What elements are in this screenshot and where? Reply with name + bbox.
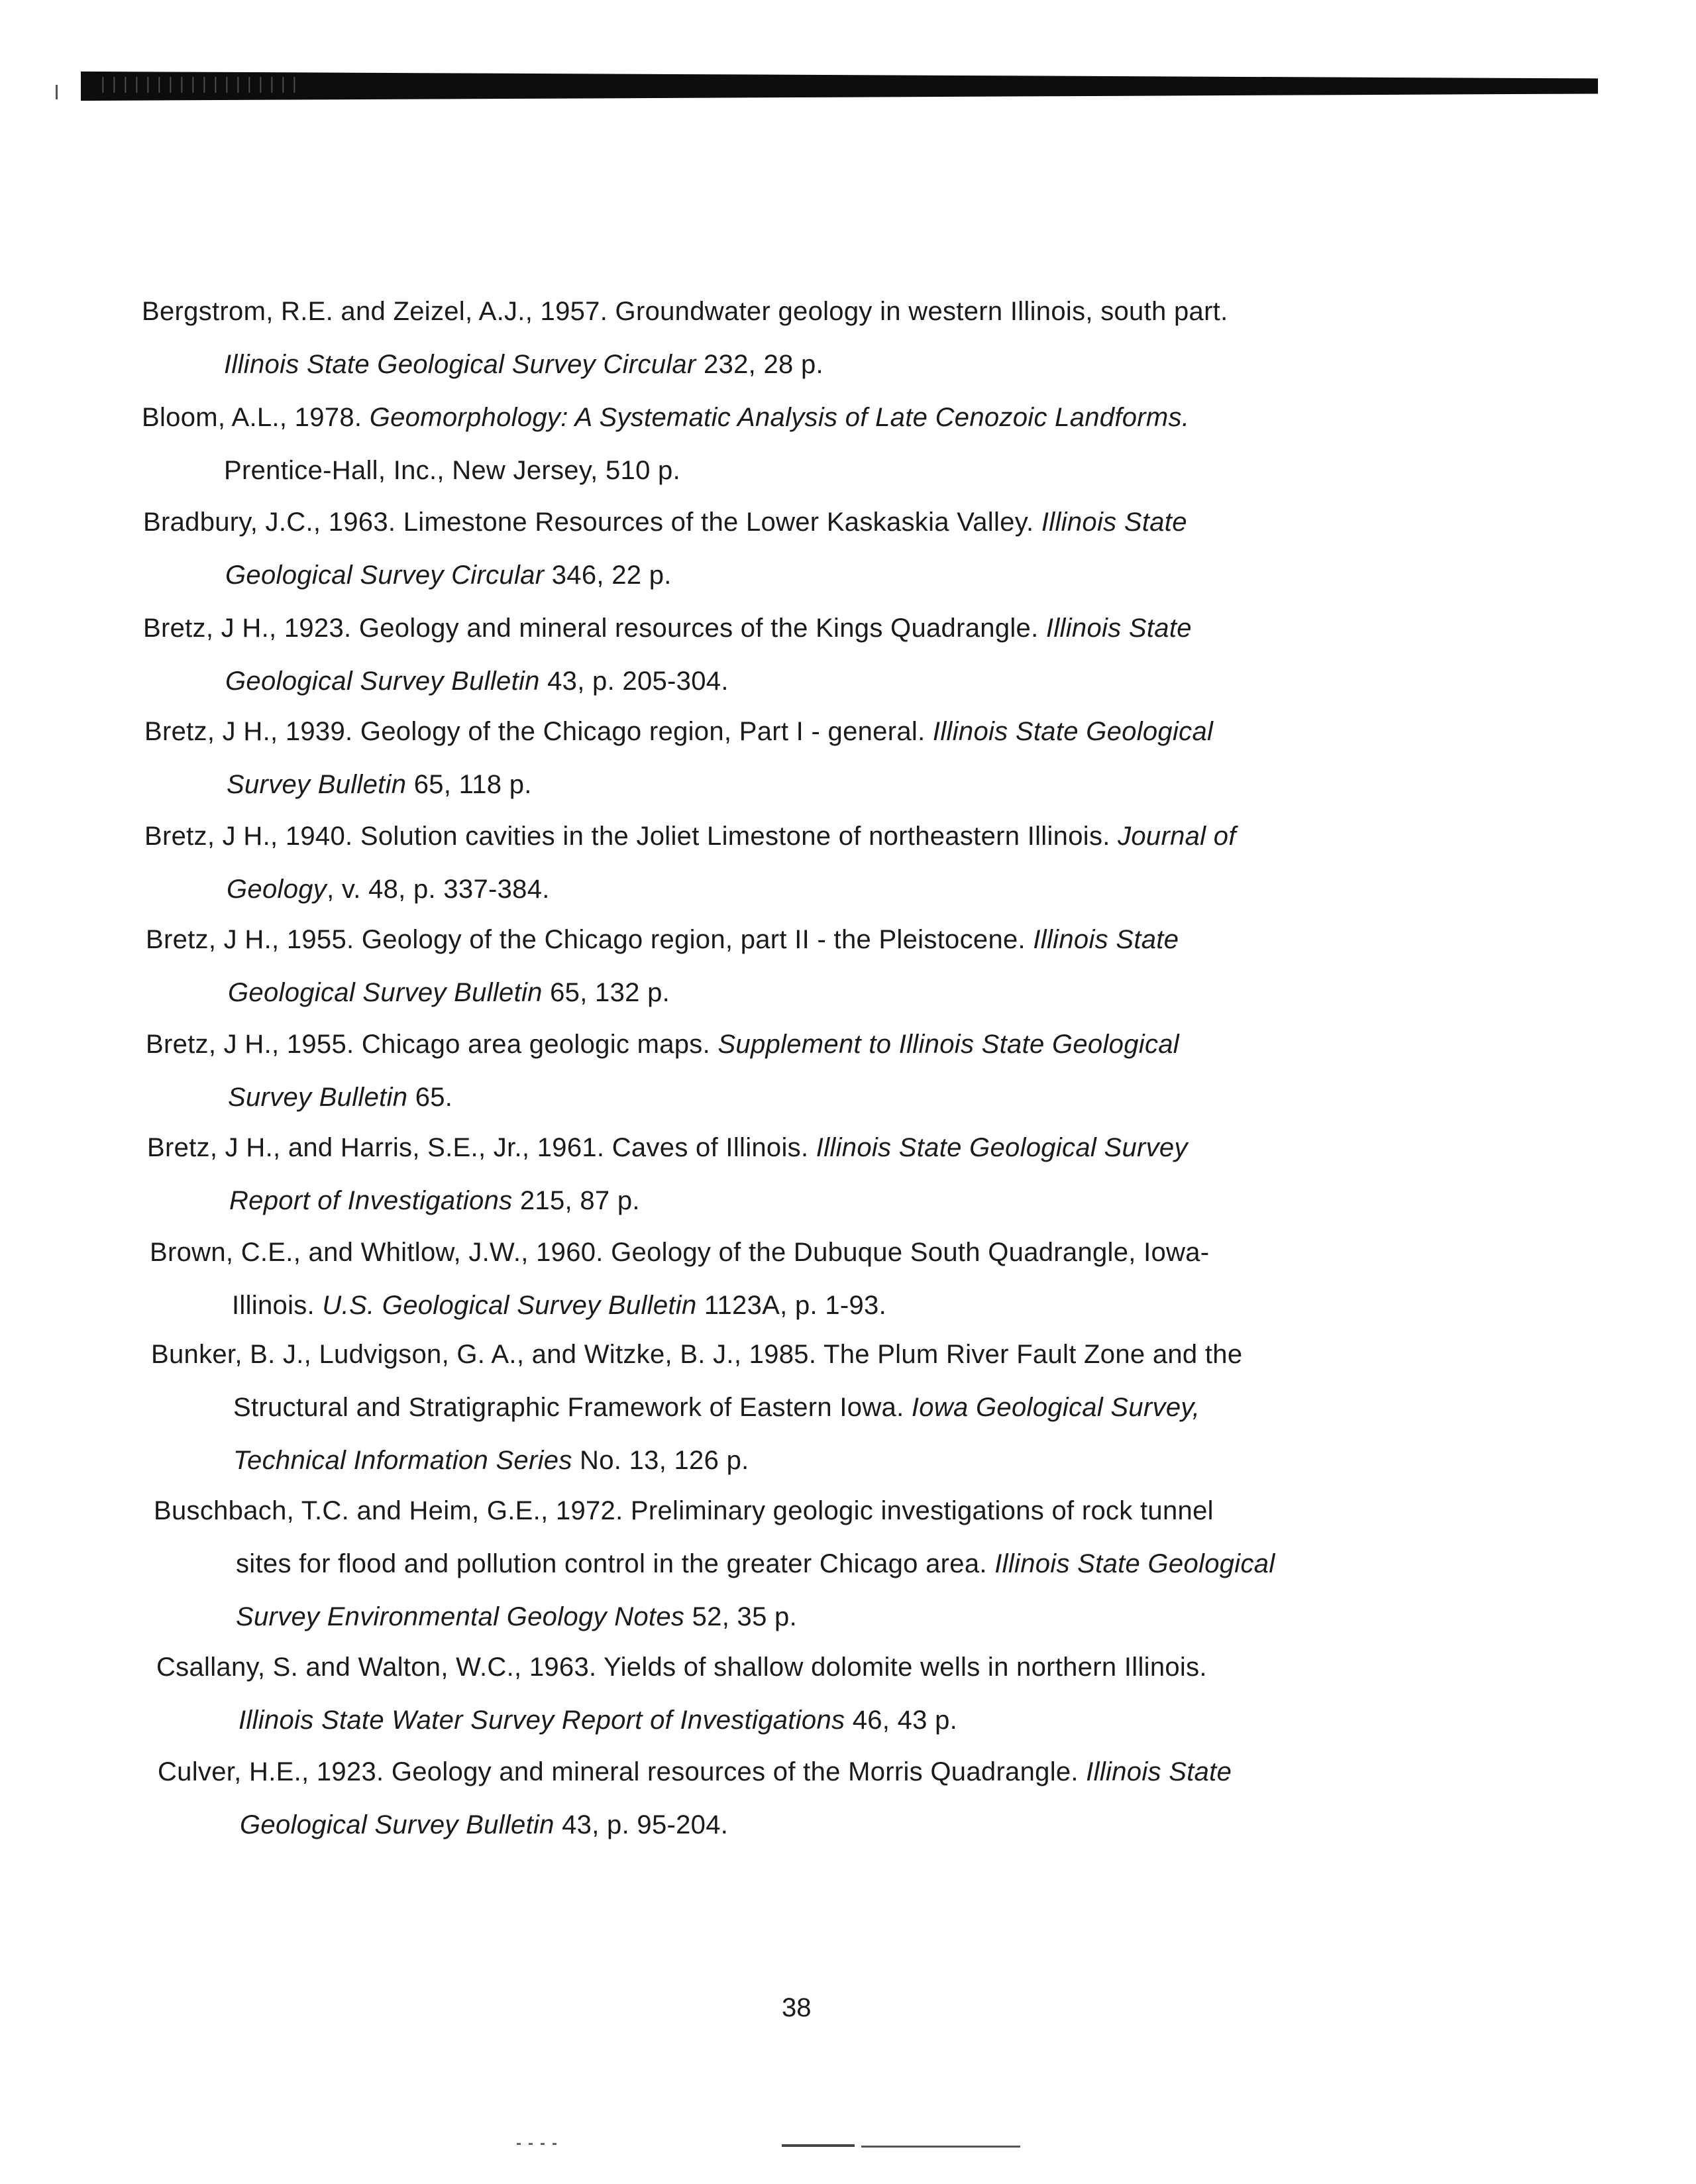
- reference-text: Brown, C.E., and Whitlow, J.W., 1960. Geology of the Dubuque South Quadrangle, Iowa-: [150, 1238, 1210, 1267]
- reference-text: Bloom, A.L., 1978.: [142, 403, 370, 432]
- reference-text: sites for flood and pollution control in the greater Chicago area.: [236, 1549, 995, 1578]
- reference-text: Buschbach, T.C. and Heim, G.E., 1972. Preliminary geologic investigations of rock tunnel: [154, 1496, 1214, 1525]
- reference-italic-text: Journal of: [1118, 822, 1236, 851]
- reference-text: 43, p. 205-304.: [539, 667, 729, 696]
- reference-entry: [147, 1121, 1188, 1227]
- reference-text: Bunker, B. J., Ludvigson, G. A., and Witzke, B. J., 1985. The Plum River Fault Zone and the: [151, 1340, 1243, 1369]
- reference-first-line: [143, 602, 1192, 655]
- reference-continuation-line: [151, 1434, 1242, 1487]
- reference-text: No. 13, 126 p.: [572, 1446, 749, 1475]
- reference-italic-text: Survey Bulletin: [227, 770, 407, 799]
- reference-first-line: [147, 1121, 1188, 1174]
- reference-italic-text: Survey Environmental Geology Notes: [236, 1602, 685, 1631]
- reference-text: 346, 22 p.: [544, 561, 672, 590]
- reference-first-line: [146, 913, 1179, 966]
- reference-entry: [156, 1641, 1207, 1747]
- reference-text: Csallany, S. and Walton, W.C., 1963. Yields of shallow dolomite wells in northern Illinois.: [156, 1653, 1207, 1682]
- reference-italic-text: Geology: [227, 875, 327, 904]
- reference-italic-text: Illinois State: [1045, 614, 1192, 643]
- reference-italic-text: Iowa Geological Survey,: [911, 1393, 1200, 1422]
- reference-entry: [150, 1226, 1209, 1332]
- reference-continuation-line: [158, 1798, 1232, 1851]
- reference-text: 43, p. 95-204.: [554, 1810, 729, 1839]
- reference-text: 65.: [407, 1083, 453, 1112]
- reference-continuation-line: [150, 1279, 1209, 1332]
- reference-first-line: [158, 1745, 1232, 1798]
- reference-text: Bradbury, J.C., 1963. Limestone Resources of the Lower Kaskaskia Valley.: [143, 508, 1041, 537]
- reference-entry: [146, 913, 1179, 1019]
- reference-text: Bretz, J H., 1939. Geology of the Chicago region, Part I - general.: [144, 717, 933, 746]
- reference-text: 65, 118 p.: [406, 770, 532, 799]
- reference-continuation-line: [151, 1381, 1242, 1434]
- reference-text: Illinois.: [232, 1291, 323, 1320]
- reference-text: 232, 28 p.: [696, 350, 823, 379]
- reference-continuation-line: [154, 1537, 1275, 1590]
- reference-italic-text: Geological Survey Bulletin: [240, 1810, 555, 1839]
- reference-continuation-line: [144, 758, 1213, 811]
- reference-entry: [144, 705, 1213, 811]
- reference-text: 1123A, p. 1-93.: [696, 1291, 886, 1320]
- reference-continuation-line: [142, 444, 1189, 497]
- reference-entry: [144, 810, 1236, 916]
- reference-text: 215, 87 p.: [512, 1186, 640, 1215]
- reference-first-line: [146, 1018, 1179, 1071]
- reference-text: Bretz, J H., 1955. Chicago area geologic maps.: [146, 1030, 718, 1059]
- reference-first-line: [142, 391, 1189, 444]
- reference-entry: [143, 602, 1192, 708]
- scan-noise: [93, 77, 305, 93]
- reference-italic-text: Geological Survey Bulletin: [228, 978, 543, 1007]
- reference-text: 46, 43 p.: [845, 1706, 958, 1735]
- scan-mark: [56, 85, 58, 99]
- reference-text: , v. 48, p. 337-384.: [327, 875, 550, 904]
- reference-italic-text: Geological Survey Circular: [225, 561, 545, 590]
- reference-continuation-line: [146, 1071, 1179, 1124]
- reference-italic-text: Illinois State Geological: [994, 1549, 1275, 1578]
- reference-continuation-line: [146, 966, 1179, 1019]
- scan-mark: [861, 2146, 1020, 2148]
- reference-italic-text: Survey Bulletin: [228, 1083, 408, 1112]
- reference-first-line: [154, 1484, 1275, 1537]
- scan-mark: [782, 2144, 855, 2147]
- reference-text: Bretz, J H., 1940. Solution cavities in the Joliet Limestone of northeastern Illinois.: [144, 822, 1118, 851]
- reference-italic-text: Illinois State: [1041, 508, 1187, 537]
- reference-first-line: [151, 1328, 1242, 1381]
- reference-text: Bretz, J H., 1955. Geology of the Chicago region, part II - the Pleistocene.: [146, 925, 1034, 954]
- reference-italic-text: Illinois State: [1033, 925, 1179, 954]
- reference-italic-text: Illinois State Geological: [932, 717, 1214, 746]
- page-number: 38: [782, 1993, 812, 2022]
- reference-text: Bretz, J H., and Harris, S.E., Jr., 1961. Caves of Illinois.: [147, 1133, 816, 1162]
- reference-first-line: [143, 496, 1187, 549]
- reference-continuation-line: [156, 1694, 1207, 1747]
- reference-entry: [142, 285, 1228, 391]
- reference-text: Culver, H.E., 1923. Geology and mineral resources of the Morris Quadrangle.: [158, 1757, 1086, 1786]
- scan-edge-bar: [81, 69, 1598, 101]
- reference-first-line: [156, 1641, 1207, 1694]
- reference-first-line: [144, 705, 1213, 758]
- reference-entry: [143, 496, 1187, 602]
- reference-italic-text: Supplement to Illinois State Geological: [717, 1030, 1179, 1059]
- reference-entry: [154, 1484, 1275, 1643]
- reference-first-line: [150, 1226, 1209, 1279]
- reference-text: Structural and Stratigraphic Framework of Eastern Iowa.: [233, 1393, 912, 1422]
- reference-italic-text: Technical Information Series: [233, 1446, 572, 1475]
- reference-continuation-line: [147, 1174, 1188, 1227]
- reference-continuation-line: [142, 338, 1228, 391]
- reference-entry: [151, 1328, 1242, 1487]
- reference-italic-text: Report of Investigations: [229, 1186, 513, 1215]
- reference-italic-text: Illinois State Geological Survey: [816, 1133, 1188, 1162]
- reference-italic-text: Illinois State: [1086, 1757, 1232, 1786]
- reference-text: Bretz, J H., 1923. Geology and mineral resources of the Kings Quadrangle.: [143, 614, 1046, 643]
- reference-continuation-line: [143, 549, 1187, 602]
- reference-text: 52, 35 p.: [684, 1602, 797, 1631]
- reference-italic-text: Illinois State Geological Survey Circular: [224, 350, 696, 379]
- reference-text: 65, 132 p.: [542, 978, 670, 1007]
- reference-text: Prentice-Hall, Inc., New Jersey, 510 p.: [224, 456, 681, 485]
- reference-text: Bergstrom, R.E. and Zeizel, A.J., 1957. Groundwater geology in western Illinois, south part.: [142, 297, 1228, 326]
- reference-entry: [142, 391, 1189, 497]
- reference-entry: [158, 1745, 1232, 1851]
- reference-italic-text: Geomorphology: A Systematic Analysis of Late Cenozoic Landforms.: [369, 403, 1190, 432]
- reference-continuation-line: [143, 655, 1192, 708]
- reference-italic-text: U.S. Geological Survey Bulletin: [322, 1291, 697, 1320]
- reference-first-line: [144, 810, 1236, 863]
- reference-continuation-line: [154, 1590, 1275, 1643]
- reference-entry: [146, 1018, 1179, 1124]
- reference-continuation-line: [144, 863, 1236, 916]
- reference-first-line: [142, 285, 1228, 338]
- reference-italic-text: Illinois State Water Survey Report of Investigations: [238, 1706, 845, 1735]
- scan-mark: [517, 2143, 563, 2145]
- reference-italic-text: Geological Survey Bulletin: [225, 667, 540, 696]
